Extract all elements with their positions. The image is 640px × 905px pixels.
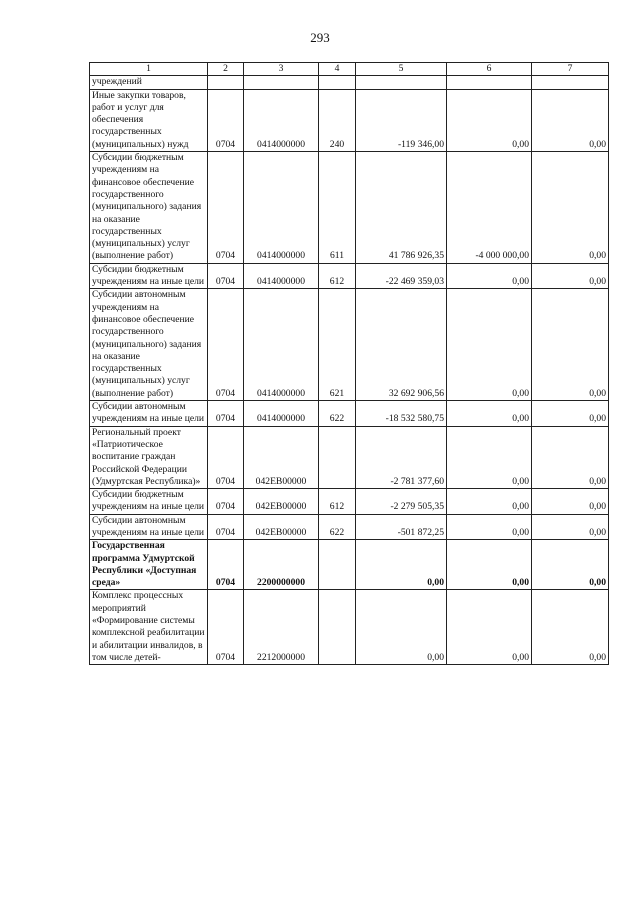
table-header-row — [90, 63, 609, 76]
column-header: 3 — [244, 63, 319, 76]
column-header: 5 — [356, 63, 447, 76]
column-header: 4 — [319, 63, 356, 76]
amount3-cell — [532, 76, 609, 89]
table-row — [90, 89, 609, 151]
row-name-cell: Региональный проект «Патриотическое воспитание граждан Российской Федерации (Удмуртская Республика)» — [90, 426, 208, 488]
amount-cell: -22 469 359,03 — [356, 263, 447, 289]
column-header: 7 — [532, 63, 609, 76]
section-code-cell: 0704 — [208, 489, 244, 515]
table-row — [90, 590, 609, 665]
row-name-cell: Комплекс процессных мероприятий «Формирование системы комплексной реабилитации и абилитации инвалидов, в том числе детей- — [90, 590, 208, 665]
section-code-cell: 0704 — [208, 263, 244, 289]
amount2-cell: 0,00 — [447, 489, 532, 515]
target-code-cell: 042EB00000 — [244, 489, 319, 515]
expense-type-cell: 612 — [319, 489, 356, 515]
table-body — [90, 63, 609, 665]
section-code-cell: 0704 — [208, 514, 244, 540]
amount-cell — [356, 76, 447, 89]
amount2-cell: 0,00 — [447, 426, 532, 488]
section-code-cell: 0704 — [208, 426, 244, 488]
amount3-cell: 0,00 — [532, 152, 609, 264]
amount-cell: 0,00 — [356, 590, 447, 665]
amount-cell: 0,00 — [356, 540, 447, 590]
section-code-cell: 0704 — [208, 401, 244, 427]
table-row — [90, 426, 609, 488]
amount3-cell: 0,00 — [532, 514, 609, 540]
target-code-cell: 0414000000 — [244, 401, 319, 427]
amount-cell: -2 279 505,35 — [356, 489, 447, 515]
target-code-cell: 0414000000 — [244, 289, 319, 401]
amount3-cell: 0,00 — [532, 590, 609, 665]
target-code-cell: 0414000000 — [244, 89, 319, 151]
expense-type-cell: 621 — [319, 289, 356, 401]
row-name-cell: Субсидии бюджетным учреждениям на иные цели — [90, 489, 208, 515]
amount2-cell: 0,00 — [447, 540, 532, 590]
amount3-cell: 0,00 — [532, 263, 609, 289]
amount-cell: 32 692 906,56 — [356, 289, 447, 401]
expense-type-cell — [319, 76, 356, 89]
amount2-cell: 0,00 — [447, 289, 532, 401]
target-code-cell: 0414000000 — [244, 263, 319, 289]
amount2-cell: -4 000 000,00 — [447, 152, 532, 264]
amount2-cell: 0,00 — [447, 401, 532, 427]
section-code-cell: 0704 — [208, 89, 244, 151]
target-code-cell: 2200000000 — [244, 540, 319, 590]
section-code-cell: 0704 — [208, 152, 244, 264]
expense-type-cell: 240 — [319, 89, 356, 151]
expense-type-cell: 611 — [319, 152, 356, 264]
amount3-cell: 0,00 — [532, 401, 609, 427]
row-name-cell: Субсидии автономным учреждениям на иные цели — [90, 514, 208, 540]
expense-type-cell: 612 — [319, 263, 356, 289]
row-name-cell: Иные закупки товаров, работ и услуг для обеспечения государственных (муниципальных) нужд — [90, 89, 208, 151]
row-name-cell: Субсидии бюджетным учреждениям на иные цели — [90, 263, 208, 289]
row-name-cell: Государственная программа Удмуртской Республики «Доступная среда» — [90, 540, 208, 590]
target-code-cell: 042EB00000 — [244, 514, 319, 540]
expense-type-cell — [319, 590, 356, 665]
row-name-cell: учреждений — [90, 76, 208, 89]
amount3-cell: 0,00 — [532, 540, 609, 590]
amount2-cell — [447, 76, 532, 89]
section-code-cell: 0704 — [208, 540, 244, 590]
section-code-cell: 0704 — [208, 289, 244, 401]
expense-type-cell — [319, 540, 356, 590]
row-name-cell: Субсидии автономным учреждениям на иные цели — [90, 401, 208, 427]
amount2-cell: 0,00 — [447, 514, 532, 540]
table-row — [90, 263, 609, 289]
target-code-cell: 0414000000 — [244, 152, 319, 264]
table-row — [90, 76, 609, 89]
row-name-cell: Субсидии автономным учреждениям на финансовое обеспечение государственного (муниципального) задания на оказание государственных (муниципальных) услуг (выполнение работ) — [90, 289, 208, 401]
table-row — [90, 489, 609, 515]
amount3-cell: 0,00 — [532, 89, 609, 151]
amount3-cell: 0,00 — [532, 289, 609, 401]
amount-cell: -501 872,25 — [356, 514, 447, 540]
amount-cell: 41 786 926,35 — [356, 152, 447, 264]
section-code-cell: 0704 — [208, 590, 244, 665]
column-header: 2 — [208, 63, 244, 76]
expense-type-cell: 622 — [319, 514, 356, 540]
table-row — [90, 152, 609, 264]
table-row — [90, 401, 609, 427]
amount2-cell: 0,00 — [447, 263, 532, 289]
column-header: 1 — [90, 63, 208, 76]
table-row — [90, 540, 609, 590]
target-code-cell: 2212000000 — [244, 590, 319, 665]
table-row — [90, 514, 609, 540]
target-code-cell: 042EB00000 — [244, 426, 319, 488]
row-name-cell: Субсидии бюджетным учреждениям на финансовое обеспечение государственного (муниципального) задания на оказание государственных (муниципальных) услуг (выполнение работ) — [90, 152, 208, 264]
amount-cell: -18 532 580,75 — [356, 401, 447, 427]
amount2-cell: 0,00 — [447, 590, 532, 665]
expense-type-cell: 622 — [319, 401, 356, 427]
section-code-cell — [208, 76, 244, 89]
column-header: 6 — [447, 63, 532, 76]
amount3-cell: 0,00 — [532, 426, 609, 488]
table-row — [90, 289, 609, 401]
amount3-cell: 0,00 — [532, 489, 609, 515]
budget-table — [89, 62, 609, 665]
expense-type-cell — [319, 426, 356, 488]
amount2-cell: 0,00 — [447, 89, 532, 151]
amount-cell: -119 346,00 — [356, 89, 447, 151]
amount-cell: -2 781 377,60 — [356, 426, 447, 488]
target-code-cell — [244, 76, 319, 89]
page-number: 293 — [310, 30, 330, 45]
